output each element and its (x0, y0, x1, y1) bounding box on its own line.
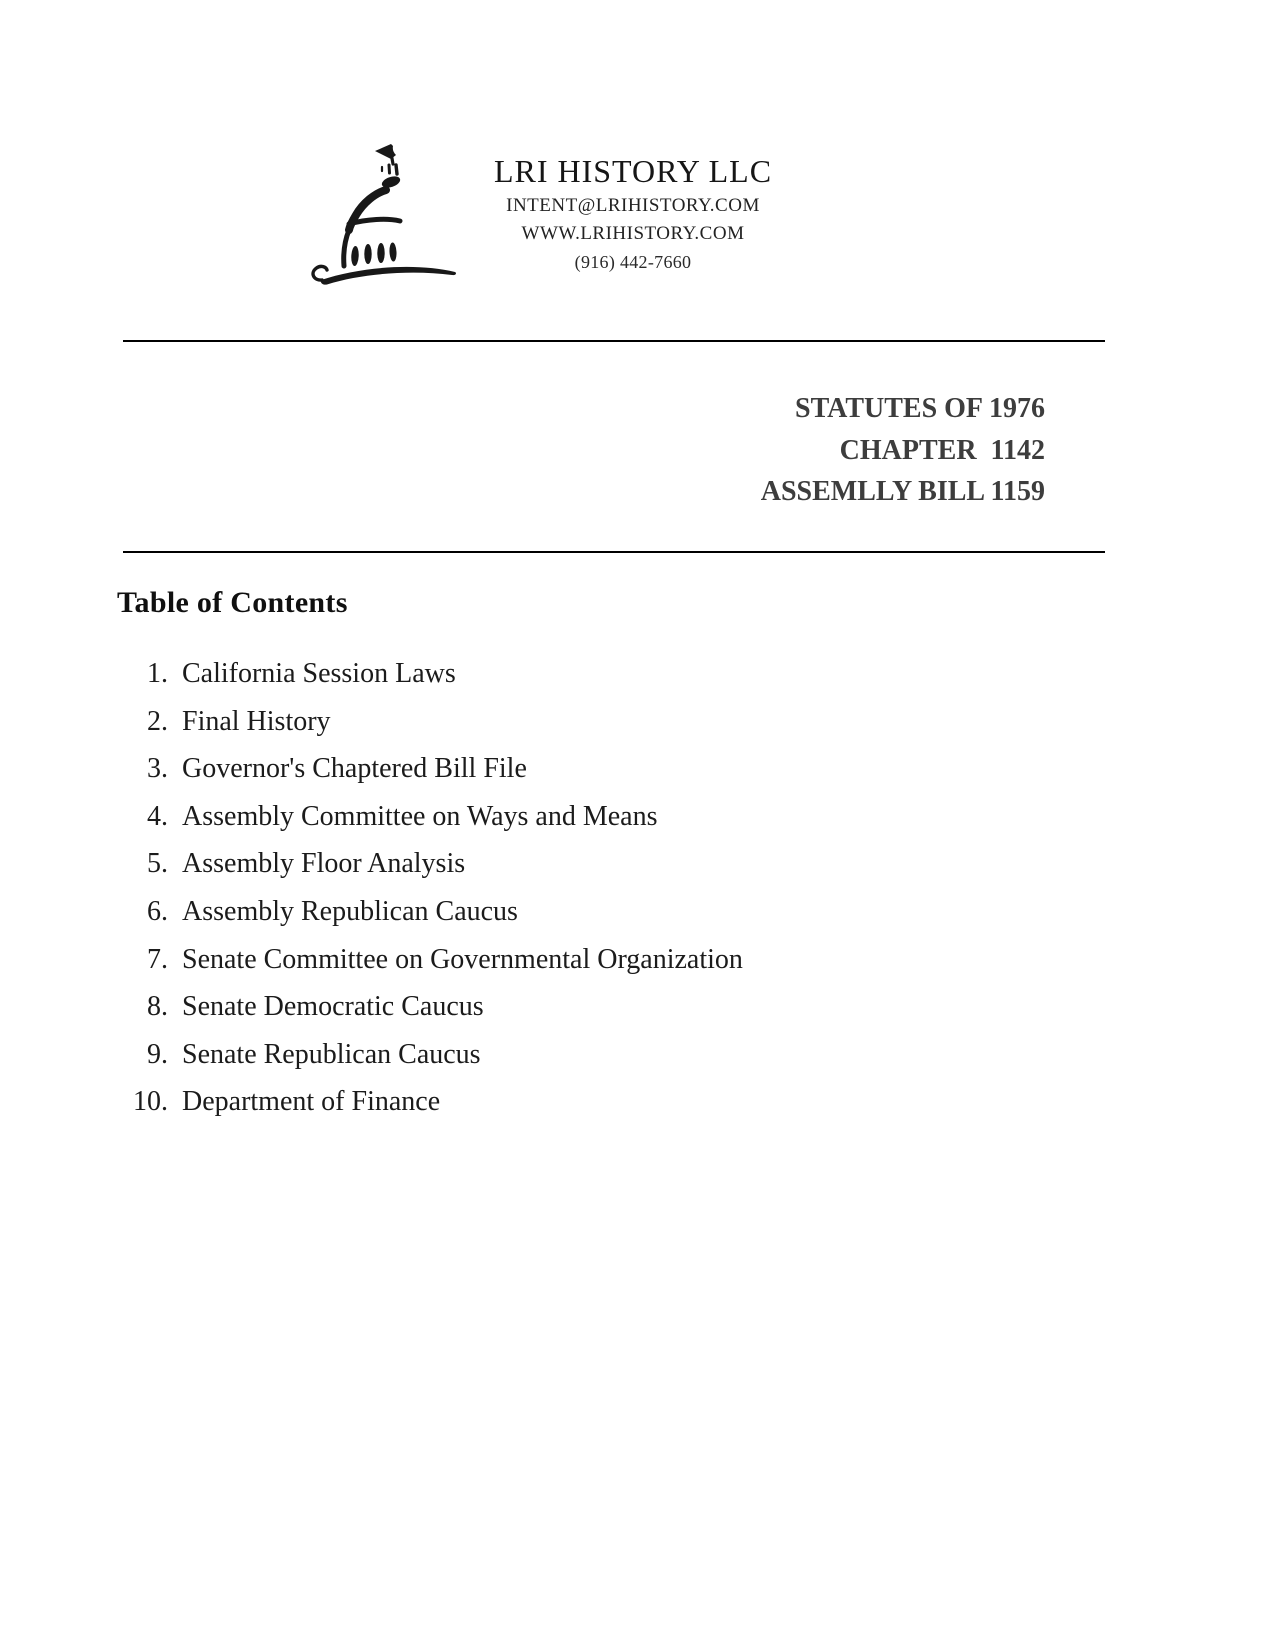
assembly-bill-line: ASSEMLLY BILL 1159 (760, 476, 1045, 507)
company-website: WWW.LRIHISTORY.COM (521, 223, 745, 244)
toc-item-number: 9. (147, 1038, 168, 1070)
toc-item-number: 10. (133, 1086, 168, 1118)
company-name: LRI HISTORY LLC (493, 153, 773, 189)
letterhead-contact-block (433, 150, 833, 276)
toc-item (113, 1078, 1013, 1126)
toc-item (113, 650, 1013, 698)
horizontal-rule-bottom (123, 551, 1105, 553)
toc-item (113, 793, 1013, 841)
toc-item (113, 983, 1013, 1031)
toc-item-label: Department of Finance (182, 1086, 441, 1118)
statutes-year-line: STATUTES OF 1976 (795, 393, 1045, 424)
toc-item (113, 745, 1013, 793)
toc-heading: Table of Contents (117, 586, 348, 619)
toc-item-number: 6. (147, 895, 168, 927)
company-email: INTENT@LRIHISTORY.COM (506, 195, 760, 216)
toc-item-number: 2. (147, 705, 168, 737)
toc-item-label: Final History (182, 705, 331, 737)
toc-item-number: 1. (147, 658, 168, 689)
toc-item-number: 8. (147, 991, 168, 1023)
horizontal-rule-top (123, 340, 1105, 342)
toc-item (113, 936, 1013, 984)
toc-item-label: Senate Committee on Governmental Organization (182, 943, 743, 975)
toc-item-number: 7. (147, 943, 168, 975)
toc-item-label: California Session Laws (182, 658, 456, 689)
toc-item-label: Assembly Republican Caucus (182, 895, 518, 927)
toc-item-number: 3. (147, 753, 168, 785)
company-phone: (916) 442-7660 (574, 252, 692, 272)
toc-item-number: 5. (147, 848, 168, 880)
toc-item-label: Senate Republican Caucus (182, 1038, 481, 1070)
toc-item (113, 888, 1013, 936)
toc-item-number: 4. (147, 800, 168, 832)
toc-item (113, 1031, 1013, 1079)
statute-info-block (761, 388, 1045, 513)
toc-list (113, 650, 1013, 1126)
toc-item-label: Assembly Floor Analysis (182, 848, 466, 880)
toc-item (113, 698, 1013, 746)
toc-item-label: Governor's Chaptered Bill File (182, 753, 527, 785)
toc-item-label: Assembly Committee on Ways and Means (182, 800, 658, 832)
toc-item (113, 840, 1013, 888)
toc-item-label: Senate Democratic Caucus (182, 991, 484, 1023)
chapter-line: CHAPTER 1142 (839, 434, 1045, 466)
